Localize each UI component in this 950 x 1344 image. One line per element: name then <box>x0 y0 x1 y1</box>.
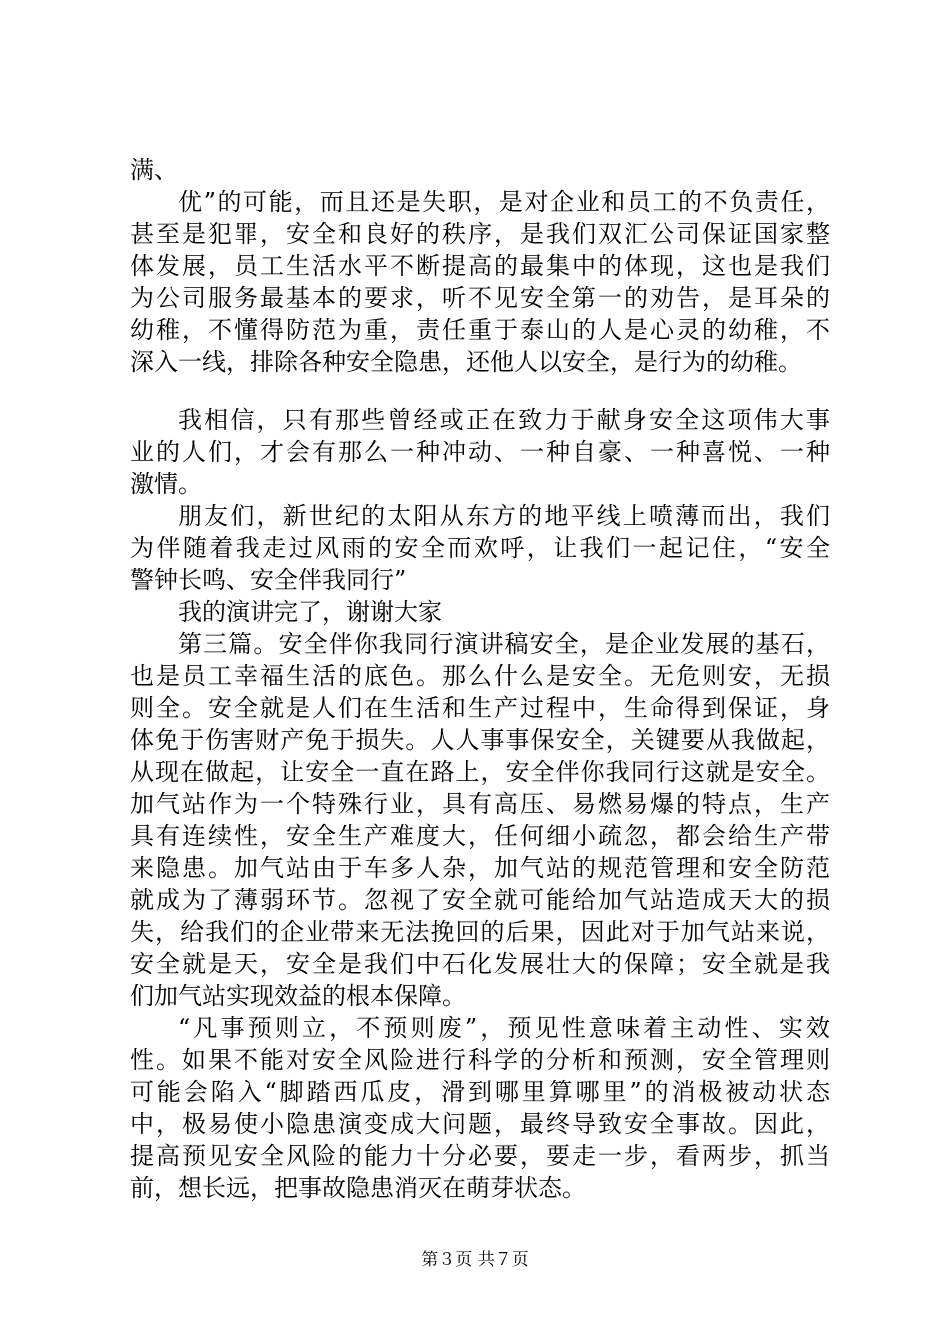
text-line: 深入一线，排除各种安全隐患，还他人以安全，是行为的幼稚。 <box>130 348 802 376</box>
text-line: 体发展，员工生活水平不断提高的最集中的体现，这也是我们 <box>130 252 830 280</box>
text-line: 朋友们，新世纪的太阳从东方的地平线上喷薄而出，我们 <box>178 502 830 530</box>
text-line: 业的人们，才会有那么一种冲动、一种自豪、一种喜悦、一种 <box>130 438 830 466</box>
text-line: 甚至是犯罪，安全和良好的秩序，是我们双汇公司保证国家整 <box>130 220 830 248</box>
text-line: 前，想长远，把事故隐患消灭在萌芽状态。 <box>130 1174 586 1202</box>
text-line: “凡事预则立，不预则废”，预见性意味着主动性、实效 <box>178 1014 830 1042</box>
paragraph <box>130 404 830 500</box>
paragraph <box>130 596 830 628</box>
text-line: 我相信，只有那些曾经或正在致力于献身安全这项伟大事 <box>178 406 830 434</box>
text-line: 具有连续性，安全生产难度大，任何细小疏忽，都会给生产带 <box>130 822 830 850</box>
text-line: 性。如果不能对安全风险进行科学的分析和预测，安全管理则 <box>130 1046 830 1074</box>
text-line: 优”的可能，而且还是失职，是对企业和员工的不负责任， <box>178 188 830 216</box>
text-line: 第三篇。安全伴你我同行演讲稿安全，是企业发展的基石， <box>178 630 830 658</box>
text-line: 安全就是天，安全是我们中石化发展壮大的保障；安全就是我 <box>130 950 830 978</box>
text-line: 们加气站实现效益的根本保障。 <box>130 982 466 1010</box>
paragraph <box>130 154 830 186</box>
text-line: 体免于伤害财产免于损失。人人事事保安全，关键要从我做起， <box>130 726 830 754</box>
paragraph <box>130 628 830 1012</box>
text-line: 中，极易使小隐患演变成大问题，最终导致安全事故。因此， <box>130 1110 830 1138</box>
text-line: 幼稚，不懂得防范为重，责任重于泰山的人是心灵的幼稚，不 <box>130 316 830 344</box>
paragraph-gap <box>130 378 830 404</box>
text-line: 从现在做起，让安全一直在路上，安全伴你我同行这就是安全。 <box>130 758 830 786</box>
document-body <box>130 154 830 1204</box>
paragraph <box>130 1012 830 1204</box>
text-line: 满、 <box>130 156 178 184</box>
text-line: 激情。 <box>130 470 202 498</box>
paragraph <box>130 500 830 596</box>
text-line: 失，给我们的企业带来无法挽回的后果，因此对于加气站来说， <box>130 918 830 946</box>
text-line: 加气站作为一个特殊行业，具有高压、易燃易爆的特点，生产 <box>130 790 830 818</box>
text-line: 就成为了薄弱环节。忽视了安全就可能给加气站造成天大的损 <box>130 886 830 914</box>
text-line: 则全。安全就是人们在生活和生产过程中，生命得到保证，身 <box>130 694 830 722</box>
text-line: 提高预见安全风险的能力十分必要，要走一步，看两步，抓当 <box>130 1142 830 1170</box>
text-line: 警钟长鸣、安全伴我同行” <box>130 566 407 594</box>
text-line: 也是员工幸福生活的底色。那么什么是安全。无危则安，无损 <box>130 662 830 690</box>
text-line: 为公司服务最基本的要求，听不见安全第一的劝告，是耳朵的 <box>130 284 830 312</box>
page-footer: 第３页 共７页 <box>421 1250 529 1270</box>
text-line: 为伴随着我走过风雨的安全而欢呼，让我们一起记住，“安全 <box>130 534 830 562</box>
text-line: 来隐患。加气站由于车多人杂，加气站的规范管理和安全防范 <box>130 854 830 882</box>
text-line: 我的演讲完了，谢谢大家 <box>178 598 442 626</box>
paragraph <box>130 186 830 378</box>
text-line: 可能会陷入“脚踏西瓜皮，滑到哪里算哪里”的消极被动状态 <box>130 1078 830 1106</box>
